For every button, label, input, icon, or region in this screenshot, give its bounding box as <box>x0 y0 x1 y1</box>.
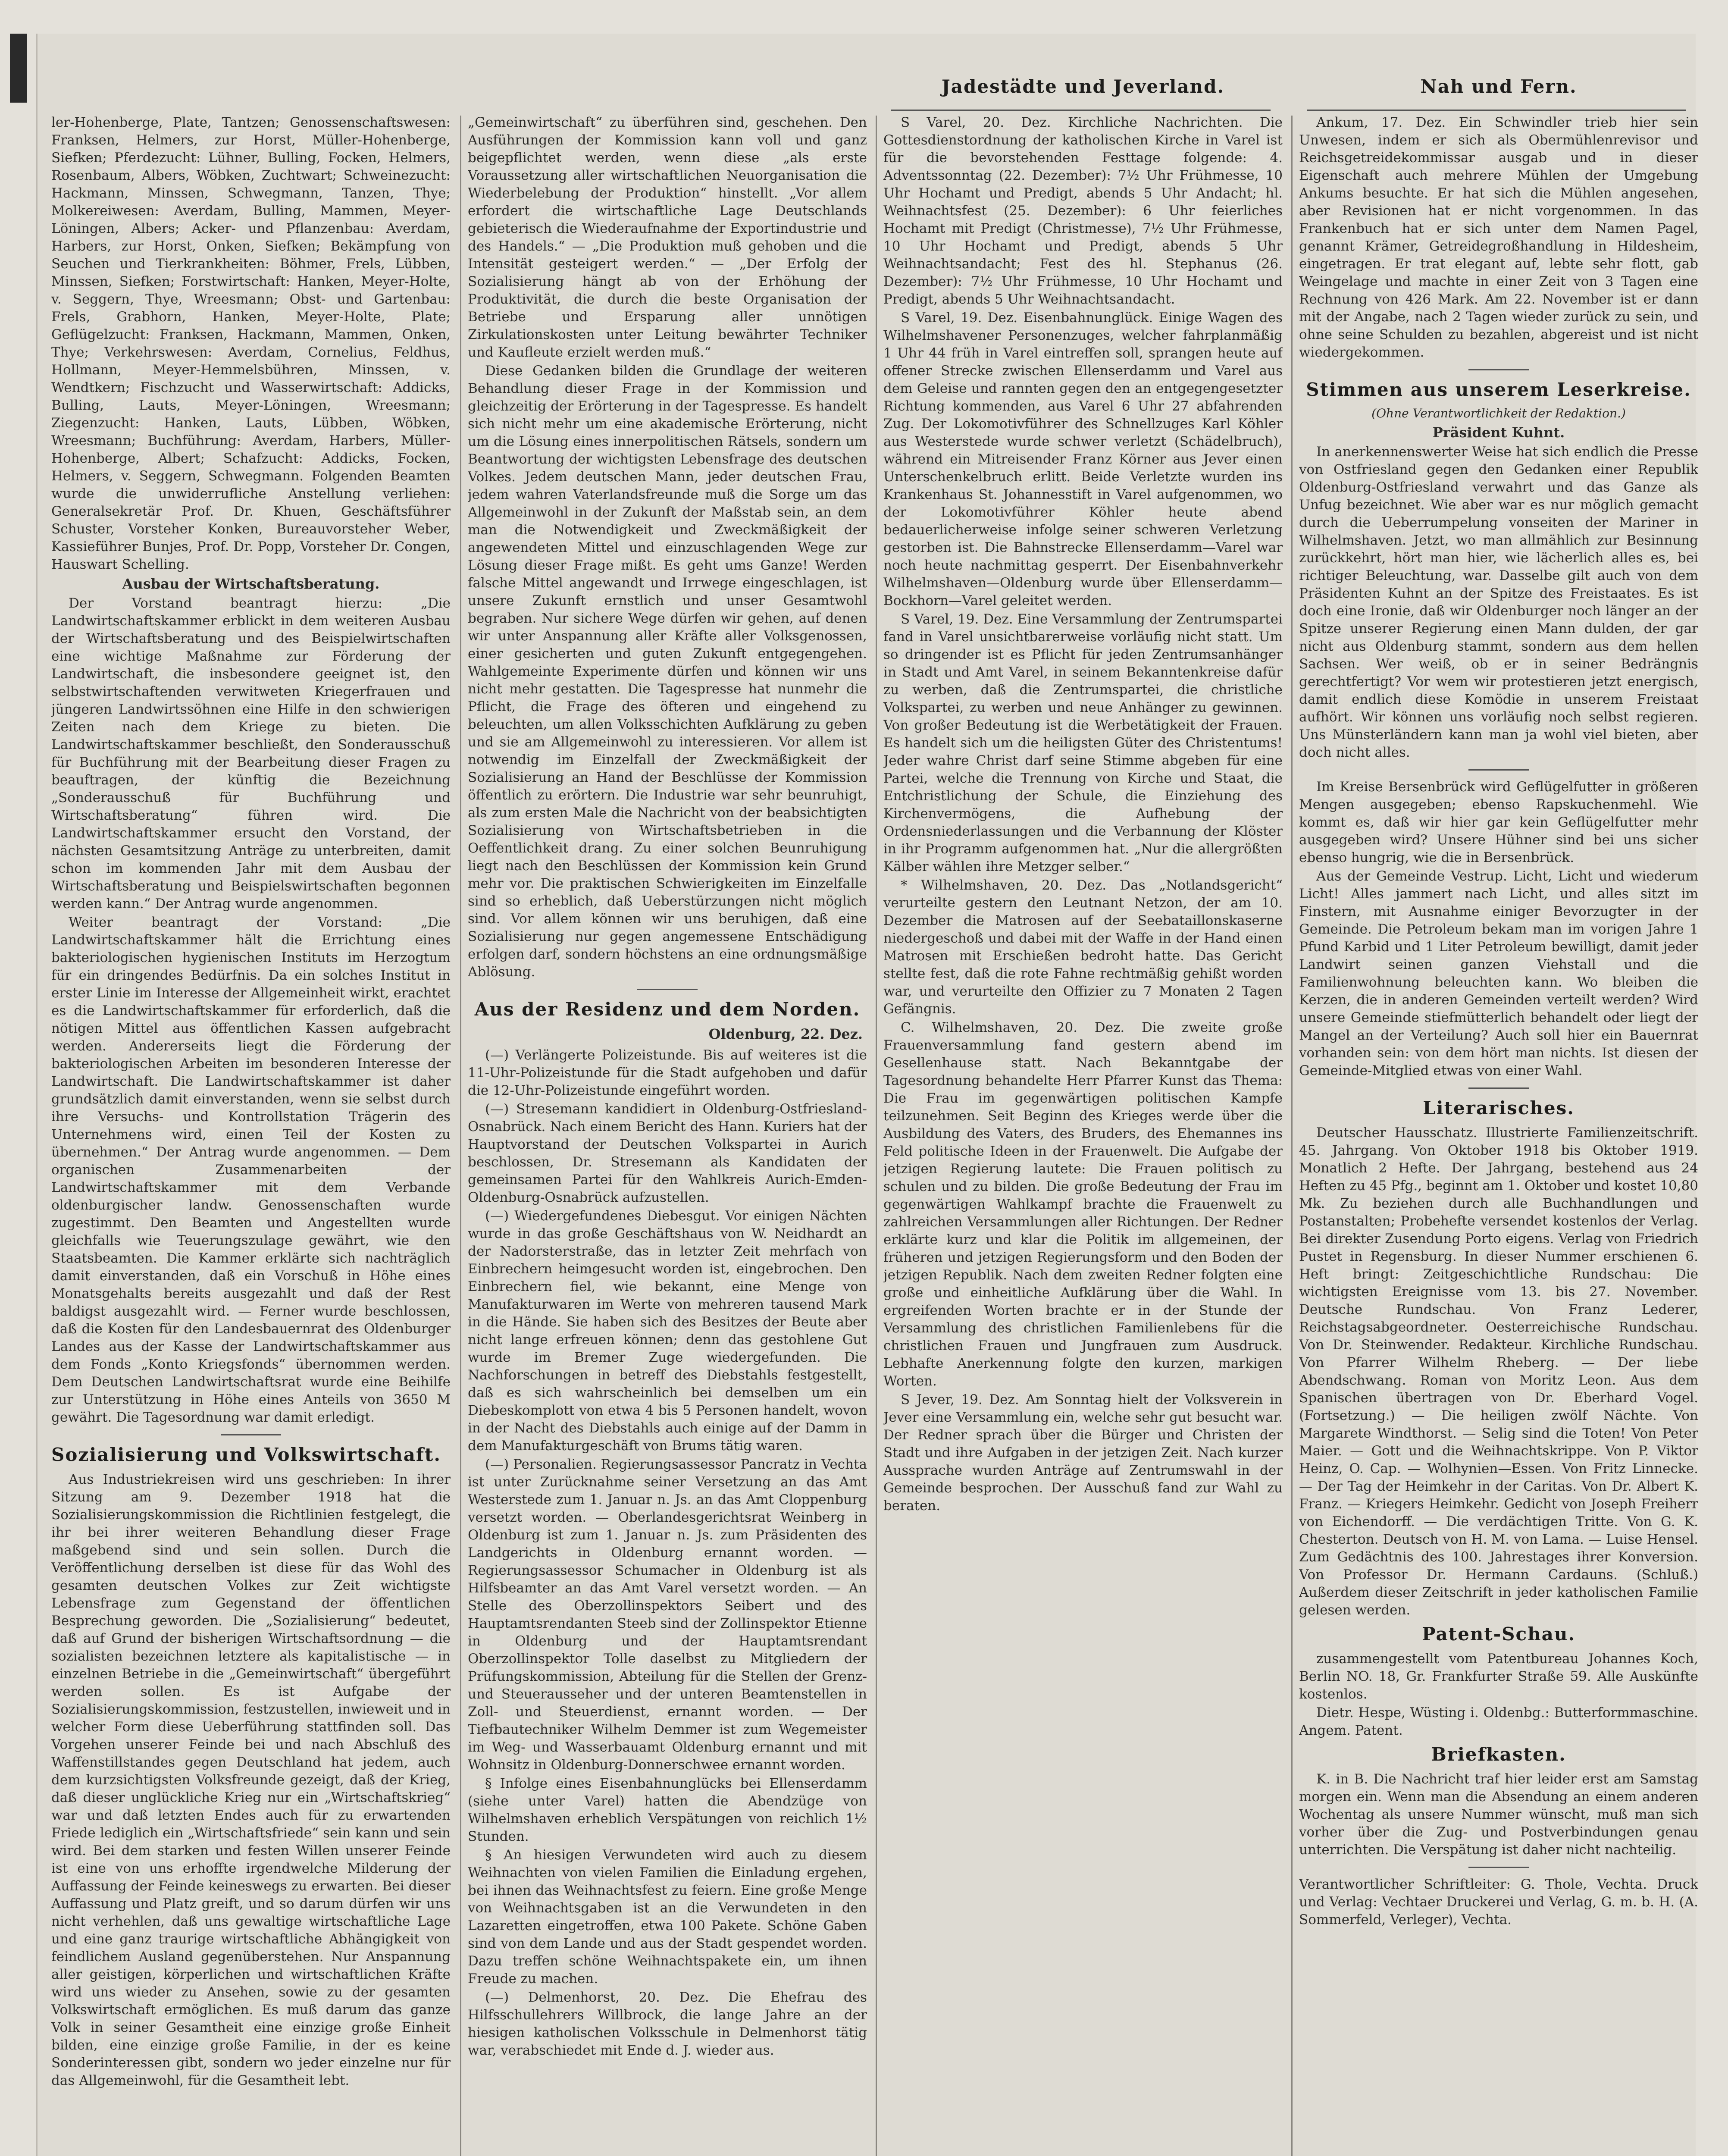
separator <box>221 1434 281 1435</box>
separator <box>1468 369 1529 370</box>
heading-patent-schau: Patent-Schau. <box>1422 1623 1575 1645</box>
paragraph: (—) Delmenhorst, 20. Dez. Die Ehefrau des Hilfsschullehrers Willbrock, die lange Jahre an der hiesigen katholischen Volksschule in Delmenhorst tätig war, verabschiedet mit Ende d. J. wieder aus. <box>468 1990 867 2058</box>
paragraph: S Varel, 19. Dez. Eisenbahnunglück. Einige Wagen des Wilhelmshavener Personenzuges, welcher fahrplanmäßig 1 Uhr 44 früh in Varel eintreffen soll, sprangen heute auf offener Strecke zwischen Ellenserdamm und Varel aus dem Geleise und rannten gegen den an entgegengesetzter Richtung kommenden, aus Varel 6 Uhr 27 abfahrenden Zug. Der Lokomotivführer des Schnellzuges Karl Köhler aus Westerstede wurde schwer verletzt (Schädelbruch), während ein Mitreisender Franz Körner aus Jever einen Unterschenkelbruch erlitt. Beide Verletzte wurden ins Krankenhaus St. Johannesstift in Varel aufgenommen, wo der Lokomotivführer Köhler heute abend bedauerlicherweise infolge seiner schweren Verletzung gestorben ist. Die Bahnstrecke Ellenserdamm—Varel war noch heute nachmittag gesperrt. Der Eisenbahnverkehr Wilhelmshaven—Oldenburg wurde über Ellenserdamm—Bockhorn—Varel geleitet werden. <box>883 310 1283 608</box>
paragraph: (—) Personalien. Regierungsassessor Pancratz in Vechta ist unter Zurücknahme seiner Versetzung an das Amt Westerstede zum 1. Januar n. Js. an das Amt Cloppenburg versetzt worden. — Oberlandesgerichtsrat Weinberg in Oldenburg ist zum 1. Januar n. Js. zum Präsidenten des Landgerichts in Oldenburg ernannt worden. — Regierungsassessor Schumacher in Oldenburg ist als Hilfsbeamter an das Amt Varel versetzt worden. — An Stelle des Oberzollinspektors Seibert und des Hauptamtsrendanten Steeb sind der Zollinspektor Etienne in Oldenburg und der Hauptamtsrendant Oberzollinspektor Tolle daselbst zu Mitgliedern der Prüfungskommission, Abteilung für die Stellen der Grenz- und Steuerausseher und der unteren Beamtenstellen in Zoll- und Steuerdienst, ernannt worden. — Der Tiefbautechniker Wilhelm Demmer ist zum Wegemeister im Weg- und Wasserbauamt Oldenburg ernannt und mit Wohnsitz in Oldenburg-Donnerschwee ernannt worden. <box>468 1457 867 1773</box>
editor-note: (Ohne Verantwortlichkeit der Redaktion.) <box>1371 406 1626 420</box>
paragraph: Deutscher Hausschatz. Illustrierte Familienzeitschrift. 45. Jahrgang. Von Oktober 1918 bis Oktober 1919. Monatlich 2 Hefte. Der Jahrgang, bestehend aus 24 Heften zu 45 Pfg., beginnt am 1. Oktober und kostet 10,80 Mk. Zu beziehen durch alle Buchhandlungen und Postanstalten; Probehefte versendet kostenlos der Verlag. Bei direkter Zusendung Porto eigens. Verlag von Friedrich Pustet in Regensburg. In dieser Nummer erschienen 6. Heft bringt: Zeitgeschichtliche Rundschau: Die wichtigsten Ereignisse vom 13. bis 27. November. Deutsche Rundschau. Von Franz Lederer, Reichstagsabgeordneter. Oesterreichische Rundschau. Von Dr. Steinwender. Redakteur. Kirchliche Rundschau. Von Pfarrer Wilhelm Rheberg. — Der liebe Abendschwang. Roman von Moritz Leon. Aus dem Spanischen übertragen von Dr. Eberhard Vogel. (Fortsetzung.) — Die heiligen zwölf Nächte. Von Margarete Windthorst. — Selig sind die Toten! Von Peter Maier. — Gott und die Weihnachtskrippe. Von P. Viktor Heinz, O. Cap. — Wolhynien—Essen. Von Fritz Linnecke. — Der Tag der Heimkehr in der Caritas. Von Dr. Albert K. Franz. — Kriegers Heimkehr. Gedicht von Joseph Freiherr von Eichendorff. — Die verdächtigen Tritte. Von G. K. Chesterton. Deutsch von H. M. von Lama. — Luise Hensel. Zum Gedächtnis des 100. Jahrestages ihrer Konversion. Von Professor Dr. Hermann Cardauns. (Schluß.) Außerdem dieser Zeitschrift in jeder katholischen Familie gelesen werden. <box>1299 1125 1698 1618</box>
column-rule <box>876 116 877 2156</box>
heading-briefkasten: Briefkasten. <box>1431 1744 1566 1765</box>
paragraph: Im Kreise Bersenbrück wird Geflügelfutter in größeren Mengen ausgegeben; ebenso Rapskuchenmehl. Wie kommt es, daß wir hier gar kein Geflügelfutter mehr ausgegeben wird? Unsere Hühner sind bei uns sicher ebenso hungrig, wie die in Bersenbrück. <box>1299 779 1698 865</box>
paragraph: In anerkennenswerter Weise hat sich endlich die Presse von Ostfriesland gegen den Gedanken einer Republik Oldenburg-Ostfriesland verwahrt und das Ganze als Unfug bezeichnet. Wie aber war es nur möglich gemacht durch die Ueberrumpelung vonseiten der Mariner in Wilhelmshaven. Jetzt, wo man allmählich zur Besinnung zurückkehrt, hört man hier, wie lächerlich alles es, bei richtiger Beleuchtung, war. Dasselbe gilt auch von dem Präsidenten Kuhnt an der Spitze des Freistaates. Es ist doch eine Ironie, daß wir Oldenburger noch länger an der Spitze unserer Regierung einen Mann dulden, der gar nicht aus Oldenburg stammt, sondern aus dem hellen Sachsen. Wer weiß, ob er in seiner Bedrängnis gerechtfertigt? Vor wem wir protestieren jetzt energisch, damit endlich diese Komödie in unserem Freistaat aufhört. Wir können uns vorläufig noch selbst regieren. Uns Münsterländern kann man ja wohl viel bieten, aber doch nicht alles. <box>1299 444 1698 760</box>
paragraph: § Infolge eines Eisenbahnunglücks bei Ellenserdamm (siehe unter Varel) hatten die Abendzüge von Wilhelmshaven erheblich Verspätungen von reichlich 1½ Stunden. <box>468 1776 867 1844</box>
newspaper-page <box>36 34 1696 2156</box>
column-4 <box>1299 114 1698 2156</box>
imprint: Verantwortlicher Schriftleiter: G. Thole, Vechta. Druck und Verlag: Vechtaer Druckerei und Verlag, G. m. b. H. (A. Sommerfeld, Verleger), Vechta. <box>1299 1877 1698 1927</box>
separator <box>637 989 698 990</box>
paragraph: Weiter beantragt der Vorstand: „Die Landwirtschaftskammer hält die Errichtung eines bakteriologischen hygienischen Instituts im Herzogtum für ein dringendes Bedürfnis. Da ein solches Institut in erster Linie im Interesse der Allgemeinheit wirkt, erachtet es die Landwirtschaftskammer für erforderlich, daß die nötigen Mittel aus öffentlichen Kassen aufgebracht werden. Andererseits liegt die Förderung der bakteriologischen Arbeiten im besonderen Interesse der Landwirtschaft. Die Landwirtschaftskammer ist daher grundsätzlich damit einverstanden, wenn sie selbst durch ihre Versuchs- und Kontrollstation Trägerin des Unternehmens wird, einen Teil der Kosten zu übernehmen.“ Der Antrag wurde angenommen. — Dem organischen Zusammenarbeiten der Landwirtschaftskammer mit dem Verbande oldenburgischer landw. Genossenschaften wurde zugestimmt. Den Beamten und Angestellten wurde gleichfalls wie Teuerungszulage gewährt, wie den Staatsbeamten. Die Kammer erklärte sich nachträglich damit einverstanden, daß ein Vorschuß in Höhe eines Monatsgehalts bereits ausgezahlt und daß der Rest baldigst ausgezahlt wird. — Ferner wurde beschlossen, daß die Kosten für den Landesbauernrat des Oldenburger Landes aus der Kasse der Landwirtschaftskammer aus dem Fonds „Konto Kriegsfonds“ übernommen werden. Dem Deutschen Landwirtschaftsrat wurde eine Beihilfe zur Unterstützung in Höhe eines Anteils von 3650 M gewährt. Die Tagesordnung war damit erledigt. <box>51 915 451 1425</box>
heading-stimmen: Stimmen aus unserem Leserkreise. <box>1306 379 1691 400</box>
column-rule <box>460 116 461 2156</box>
column-2 <box>468 114 867 2156</box>
heading-sozialisierung: Sozialisierung und Volkswirtschaft. <box>51 1444 441 1465</box>
paragraph: (—) Verlängerte Polizeistunde. Bis auf weiteres ist die 11-Uhr-Polizeistunde für die Stadt aufgehoben und dafür die 12-Uhr-Polizeistunde eingeführt worden. <box>468 1047 867 1098</box>
paragraph: C. Wilhelmshaven, 20. Dez. Die zweite große Frauenversammlung fand gestern abend im Gesellenhause statt. Nach Bekanntgabe der Tagesordnung behandelte Herr Pfarrer Kunst das Thema: Die Frau im gegenwärtigen politischen Kampfe teilzunehmen. Seit Beginn des Krieges werde über die Ausbildung des Vaters, des Bruders, des Ehemannes ins Feld politische Ideen in der Frauenwelt. Die Aufgabe der jetzigen Regierung lautete: Die Frauen politisch zu schulen und zu bilden. Die große Bedeutung der Frau im gegenwärtigen Wahlkampf brachte die Frauenwelt zu zahlreichen Versammlungen aller Richtungen. Der Redner erklärte kurz und klar die Politik im allgemeinen, der früheren und jetzigen Regierungsform und den Boden der jetzigen Republik. Nach dem zweiten Redner folgten eine große und einheitliche Aufklärung über die Wahl. In ergreifenden Worten brachte er in der Stunde der Versammlung des christlichen Familienlebens für die christlichen Frauen und Jungfrauen zum Ausdruck. Lebhafte Anerkennung folgte den kurzen, markigen Worten. <box>883 1020 1283 1389</box>
paragraph: „Gemeinwirtschaft“ zu überführen sind, geschehen. Den Ausführungen der Kommission kann voll und ganz beigepflichtet werden, wenn diese „als erste Voraussetzung aller wirtschaftlichen Neuorganisation die Wiederbelebung der Produktion“ hinstellt. „Vor allem erfordert die wirtschaftliche Lage Deutschlands gebieterisch die Wiederaufnahme der Exportindustrie und des Handels.“ — „Die Produktion muß gehoben und die Intensität gesteigert werden.“ — „Der Erfolg der Sozialisierung hängt ab von der Erhöhung der Produktivität, die durch die beste Organisation der Betriebe und Ersparung aller unnötigen Zirkulationskosten unter Leitung bewährter Techniker und Kaufleute erzielt werden muß.“ <box>468 115 867 360</box>
heading-jadestaedte: Jadestädte und Jeverland. <box>941 76 1225 97</box>
heading-literarisches: Literarisches. <box>1423 1097 1575 1119</box>
separator <box>1468 1087 1529 1089</box>
paragraph: Diese Gedanken bilden die Grundlage der weiteren Behandlung dieser Frage in der Kommission und gleichzeitig der Erörterung in der Tagespresse. Es handelt sich nicht mehr um eine akademische Erörterung, nicht um die Lösung eines innerpolitischen Rätsels, sondern um Beantwortung der wichtigsten Lebensfrage des deutschen Volkes. Jedem deutschen Mann, jeder deutschen Frau, jedem wahren Vaterlandsfreunde muß die Sorge um das Allgemeinwohl in der Zukunft der Maßstab sein, an dem man die Notwendigkeit und Zweckmäßigkeit der angewendeten Mittel und einzuschlagenden Wege zur Lösung dieser Frage mißt. Es geht ums Ganze! Werden falsche Mittel angewandt und Irrwege eingeschlagen, ist unsere Zukunft ernstlich und unser Gesamtwohl begraben. Nur sichere Wege dürfen wir gehen, auf denen wir unter Anspannung aller Kräfte aller Volksgenossen, einer gesicherten und guten Zukunft entgegengehen. Wahlgemeinte Experimente dürfen und können wir uns nicht mehr gestatten. Die Tagespresse hat nunmehr die Pflicht, die Frage des öfteren und eingehend zu beleuchten, um allen Volksschichten Aufklärung zu geben und sie am Allgemeinwohl zu interessieren. Vor allem ist notwendig im Einzelfall der Zweckmäßigkeit der Sozialisierung an Hand der Beschlüsse der Kommission öffentlich zu erörtern. Die Industrie war sehr beunruhigt, als zum ersten Male die Nachricht von der beabsichtigten Sozialisierung von Wirtschaftsbetrieben in die Oeffentlichkeit drang. Zu einer solchen Beunruhigung liegt nach den Beschlüssen der Kommission kein Grund mehr vor. Die praktischen Schwierigkeiten im Einzelfalle sind so erheblich, daß Ueberstürzungen nicht möglich sind. Vor allem können wir uns beruhigen, daß eine Sozialisierung nur gegen angemessene Entschädigung erfolgen darf, sondern höchstens an eine ordnungsmäßige Ablösung. <box>468 363 867 980</box>
separator <box>1468 1867 1529 1868</box>
column-headers <box>38 75 1696 110</box>
paragraph: Aus der Gemeinde Vestrup. Licht, Licht und wiederum Licht! Alles jammert nach Licht, und alles sitzt im Finstern, mit Ausnahme einiger Bevorzugter in der Gemeinde. Die Petroleum bekam man im vorigen Jahre 1 Pfund Karbid und 1 Liter Petroleum bewilligt, damit jeder Landwirt seinen ganzen Viehstall und die Familienwohnung beleuchten kann. Wo bleiben die Kerzen, die in anderen Gemeinden verteilt werden? Wird unsere Gemeinde stiefmütterlich behandelt oder liegt der Mangel an der Verteilung? Auch soll hier ein Bauernrat vorhanden sein: von dem hört man nichts. Ist diesen der Gemeinde-Mitglied etwas von einer Wahl. <box>1299 868 1698 1078</box>
paragraph: ler-Hohenberge, Plate, Tantzen; Genossenschaftswesen: Franksen, Helmers, zur Horst, Müller-Hohenberge, Siefken; Pferdezucht: Lühner, Bulling, Focken, Helmers, Rosenbaum, Albers, Wöbken, Zuchtwart; Schweinezucht: Hackmann, Minssen, Schwegmann, Tanzen, Thye; Molkereiwesen: Averdam, Bulling, Mammen, Meyer-Löningen, Albers; Acker- und Pflanzenbau: Averdam, Harbers, zur Horst, Onken, Siefken; Bekämpfung von Seuchen und Tierkrankheiten: Böhmer, Frels, Lübben, Minssen, Siefken; Forstwirtschaft: Hanken, Meyer-Holte, v. Seggern, Thye, Wreesmann; Obst- und Gartenbau: Frels, Grabhorn, Hanken, Meyer-Holte, Plate; Geflügelzucht: Franksen, Hackmann, Mammen, Onken, Thye; Verkehrswesen: Averdam, Cornelius, Feldhus, Hollmann, Meyer-Hemmelsbühren, Minssen, v. Wendtkern; Fischzucht und Wasserwirtschaft: Addicks, Bulling, Lauts, Meyer-Löningen, Wreesmann; Ziegenzucht: Hanken, Lauts, Lübben, Wöbken, Wreesmann; Buchführung: Averdam, Harbers, Müller-Hohenberge, Albert; Schafzucht: Addicks, Focken, Helmers, v. Seggern, Schwegmann. Folgenden Beamten wurde die unwiderrufliche Anstellung verliehen: Generalsekretär Prof. Dr. Khuen, Geschäftsführer Schuster, Vorsteher Konken, Bureauvorsteher Weber, Kassieführer Bunjes, Prof. Dr. Popp, Vorsteher Dr. Congen, Hauswart Schelling. <box>51 115 451 572</box>
column-3 <box>883 114 1283 2156</box>
separator <box>1468 769 1529 771</box>
binding-mark <box>10 34 27 103</box>
column-rule <box>1291 116 1293 2156</box>
paragraph: Der Vorstand beantragt hierzu: „Die Landwirtschaftskammer erblickt in dem weiteren Ausbau der Wirtschaftsberatung und des Beispielwirtschaften eine wichtige Maßnahme zur Förderung der Landwirtschaft, die insbesondere geeignet ist, den selbstwirtschaftenden verwitweten Kriegerfrauen und jüngeren Landwirtssöhnen eine Hilfe in den schwierigen Zeiten nach dem Kriege zu bieten. Die Landwirtschaftskammer beschließt, den Sonderausschuß für Buchführung mit der Bearbeitung dieser Fragen zu beauftragen, der künftig die Bezeichnung „Sonderausschuß für Buchführung und Wirtschaftsberatung“ führen wird. Die Landwirtschaftskammer ersucht den Vorstand, der nächsten Gesamtsitzung Anträge zu unterbreiten, damit schon im kommenden Jahr mit dem Ausbau der Wirtschaftsberatung und Beispielswirtschaften begonnen werden kann.“ Der Antrag wurde angenommen. <box>51 595 451 912</box>
header-rule <box>891 110 1271 111</box>
subheading: Präsident Kuhnt. <box>1432 424 1565 441</box>
paragraph: zusammengestellt vom Patentbureau Johannes Koch, Berlin NO. 18, Gr. Frankfurter Straße 59. Alle Auskünfte kostenlos. <box>1299 1651 1698 1702</box>
heading-nah-und-fern: Nah und Fern. <box>1420 76 1577 97</box>
header-rule <box>1307 110 1686 111</box>
paragraph: (—) Wiedergefundenes Diebesgut. Vor einigen Nächten wurde in das große Geschäftshaus von W. Neidhardt an der Nadorsterstraße, das in letzter Zeit mehrfach von Einbrechern heimgesucht worden ist, eingebrochen. Den Einbrechern fiel, wie bekannt, eine Menge von Manufakturwaren im Werte von mehreren tausend Mark in die Hände. Sie haben sich des Besitzes der Beute aber nicht lange erfreuen können; denn das gestohlene Gut wurde im Bremer Zuge wiedergefunden. Die Nachforschungen in betreff des Diebstahls festgestellt, daß es sich wahrscheinlich bei demselben um ein Diebeskomplott von etwa 4 bis 5 Personen handelt, wovon in der Nacht des Diebstahls auch einige auf der Damm in dem Manufakturgeschäft von Brums tätig waren. <box>468 1208 867 1454</box>
paragraph: K. in B. Die Nachricht traf hier leider erst am Samstag morgen ein. Wenn man die Absendung an einem anderen Wochentag als unsere Nummer wünscht, muß man sich vorher über die Zug- und Postverbindungen genau unterrichten. Die Verspätung ist daher nicht nachteilig. <box>1299 1771 1698 1858</box>
paragraph: Ankum, 17. Dez. Ein Schwindler trieb hier sein Unwesen, indem er sich als Obermühlenrevisor und Reichsgetreidekommissar ausgab und in dieser Eigenschaft auch mehrere Mühlen der Umgebung Ankums besuchte. Er hat sich die Mühlen angesehen, aber Revisionen hat er nicht vorgenommen. In das Frankenbuch hat er sich unter dem Namen Pagel, genannt Krämer, Getreidegroßhandlung in Hildesheim, eingetragen. Er trat elegant auf, lebte sehr flott, gab Weingelage und machte in einer Zeit von 3 Tagen eine Rechnung von 426 Mark. Am 22. November ist er dann mit der Angabe, nach 2 Tagen wieder zurück zu sein, und ohne seine Schulden zu bezahlen, abgereist und ist nicht wiedergekommen. <box>1299 115 1698 360</box>
dateline: Oldenburg, 22. Dez. <box>708 1026 863 1042</box>
paragraph: S Varel, 20. Dez. Kirchliche Nachrichten. Die Gottesdienstordnung der katholischen Kirche in Varel ist für die bevorstehenden Festtage folgende: 4. Adventssonntag (22. Dezember): 7½ Uhr Frühmesse, 10 Uhr Hochamt und Predigt, abends 5 Uhr Andacht; hl. Weihnachtsfest (25. Dezember): 6 Uhr feierliches Hochamt mit Predigt (Christmesse), 7½ Uhr Frühmesse, 10 Uhr Hochamt und Predigt, abends 5 Uhr Weihnachtsandacht; Fest des hl. Stephanus (26. Dezember): 7½ Uhr Frühmesse, 10 Uhr Hochamt und Predigt, abends 5 Uhr Weihnachtsandacht. <box>883 115 1283 307</box>
paragraph: (—) Stresemann kandidiert in Oldenburg-Ostfriesland-Osnabrück. Nach einem Bericht des Hann. Kuriers hat der Hauptvorstand der Deutschen Volkspartei in Aurich beschlossen, Dr. Stresemann als Kandidaten der gemeinsamen Partei für den Wahlkreis Aurich-Emden-Oldenburg-Osnabrück aufzustellen. <box>468 1101 867 1205</box>
subheading: Ausbau der Wirtschaftsberatung. <box>122 576 380 592</box>
paragraph: S Jever, 19. Dez. Am Sonntag hielt der Volksverein in Jever eine Versammlung ein, welche sehr gut besucht war. Der Redner sprach über die Bürger und Christen der Stadt und ihre Aufgaben in der jetzigen Zeit. Nach kurzer Aussprache wurden Anträge auf Zentrumswahl in der Gemeinde besprochen. Der Ausschuß fand zur Wahl zu beraten. <box>883 1392 1283 1514</box>
column-1 <box>51 114 451 2156</box>
paragraph: S Varel, 19. Dez. Eine Versammlung der Zentrumspartei fand in Varel unsichtbarerweise vorläufig nicht statt. Um so dringender ist es Pflicht für jeden Zentrumsanhänger in Stadt und Amt Varel, in seinem Bekanntenkreise dafür zu werben, daß die Zentrumspartei, die christliche Volkspartei, zu werben und neue Anhänger zu gewinnen. Von großer Bedeutung ist die Werbetätigkeit der Frauen. Es handelt sich um die heiligsten Güter des Christentums! Jeder wahre Christ darf seine Stimme abgeben für eine Partei, welche die Trennung von Kirche und Staat, die Entchristlichung der Schule, die Einziehung des Kirchenvermögens, die Aufhebung der Ordensniederlassungen und die Verbannung der Klöster in ihr Programm aufgenommen hat. „Nur die allergrößten Kälber wählen ihre Metzger selber.“ <box>883 611 1283 874</box>
paragraph: Dietr. Hespe, Wüsting i. Oldenbg.: Butterformmaschine. Angem. Patent. <box>1299 1705 1698 1738</box>
paragraph: § An hiesigen Verwundeten wird auch zu diesem Weihnachten von vielen Familien die Einladung ergehen, bei ihnen das Weihnachtsfest zu feiern. Eine große Menge von Weihnachtsgaben ist an die Verwundeten in den Lazaretten eingetroffen, etwa 100 Pakete. Schöne Gaben sind von dem Lande und aus der Stadt gespendet worden. Dazu treffen schöne Weihnachtspakete ein, um ihnen Freude zu machen. <box>468 1847 867 1987</box>
paragraph: * Wilhelmshaven, 20. Dez. Das „Notlandsgericht“ verurteilte gestern den Leutnant Netzon, der am 10. Dezember die Matrosen auf der Seebataillonskaserne niedergeschoß und dabei mit der Waffe in der Hand einen Matrosen mit Erschießen bedroht hatte. Das Gericht stellte fest, daß die rote Fahne rechtmäßig gehißt worden war, und verurteilte den Offizier zu 7 Monaten 2 Tagen Gefängnis. <box>883 877 1283 1017</box>
heading-residenz: Aus der Residenz und dem Norden. <box>474 999 861 1020</box>
paragraph: Aus Industriekreisen wird uns geschrieben: In ihrer Sitzung am 9. Dezember 1918 hat die Sozialisierungskommission die Richtlinien festgelegt, die ihr bei ihrer weiteren Behandlung dieser Frage maßgebend sind und sein sollen. Durch die Veröffentlichung derselben ist diese für das Wohl des gesamten deutschen Volkes zur Zeit wichtigste Lebensfrage zum Gegenstand der öffentlichen Besprechung geworden. Die „Sozialisierung“ bedeutet, daß auf Grund der bisherigen Wirtschaftsordnung — die sozialisten bezeichnen letztere als kapitalistische — in einzelnen Betriebe in die „Gemeinwirtschaft“ übergeführt werden sollen. Es ist Aufgabe der Sozialisierungskommission, festzustellen, inwieweit und in welcher Form diese Ueberführung stattfinden soll. Das Vorgehen unserer Feinde bei und nach Abschluß des Waffenstillstandes gegen Deutschland hat jedem, auch dem kurzsichtigsten Volksfreunde gezeigt, daß der Krieg, daß dieser unglückliche Krieg nur ein „Wirtschaftskrieg“ war und daß letzten Endes auch für zu erwartenden Friede lediglich ein „Wirtschaftsfriede“ sein kann und sein wird. Bei dem starken und festen Willen unserer Feinde ist eine von uns erhoffte irgendwelche Milderung der Auffassung der Feinde keineswegs zu erwarten. Bei dieser Auffassung und Platz greift, und so darum dürfen wir uns nicht verhehlen, daß uns gewaltige wirtschaftliche Lage und eine ganz traurige wirtschaftliche Abhängigkeit von feindlichem Ausland gegenüberstehen. Nur Anspannung aller geistigen, körperlichen und wirtschaftlichen Kräfte wird uns wieder zu Ansehen, sowie zu der gesamten Volkswirtschaft ermöglichen. Es muß darum das ganze Volk in seiner Gesamtheit eine einzige große Einheit bilden, eine einzige große Familie, in der es keine Sonderinteressen gibt, sondern wo jeder einzelne nur für das Allgemeinwohl, für die Gesamtheit lebt. <box>51 1472 451 2088</box>
